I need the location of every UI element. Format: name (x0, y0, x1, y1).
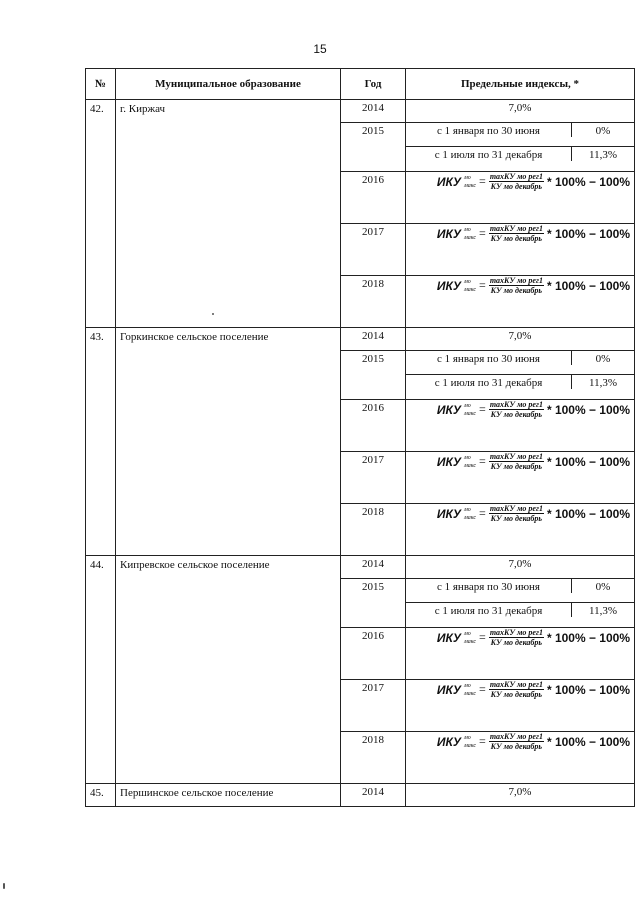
formula-fraction (489, 732, 544, 751)
formula-lhs: ИКУ (436, 506, 461, 521)
price-index-formula (406, 400, 634, 419)
formula-equals: = (479, 682, 486, 696)
formula-numerator: maxKУ мо рег1 (489, 400, 543, 409)
formula-sub-bottom: макс (463, 462, 477, 469)
formula-rest: * 100% − 100% (546, 226, 630, 241)
table-row (86, 556, 635, 579)
year-cell: 2015 (341, 351, 406, 400)
formula-sub-bottom: макс (463, 410, 477, 417)
price-index-formula (406, 276, 634, 295)
formula-sub-top: мо (463, 454, 471, 461)
formula-equals: = (479, 506, 486, 520)
formula-subscript (464, 454, 476, 470)
period-cell (406, 579, 635, 603)
period-cell (406, 147, 635, 172)
header-municipality: Муниципальное образование (116, 69, 341, 100)
formula-lhs: ИКУ (436, 454, 461, 469)
year-cell: 2016 (341, 628, 406, 680)
formula-subscript (464, 734, 476, 750)
year-cell: 2018 (341, 276, 406, 328)
formula-numerator: maxKУ мо рег1 (489, 732, 543, 741)
formula-rest: * 100% − 100% (546, 506, 630, 521)
index-value: 7,0% (406, 556, 635, 579)
formula-equals: = (479, 454, 486, 468)
page-number: 15 (313, 42, 327, 56)
tariff-indices-table (85, 68, 635, 807)
table-row (86, 100, 635, 123)
year-cell: 2015 (341, 579, 406, 628)
municipality-name: Кипревское сельское поселение (116, 556, 341, 784)
period-value: 0% (595, 125, 611, 137)
header-year: Год (341, 69, 406, 100)
formula-rest: * 100% − 100% (546, 454, 630, 469)
formula-denominator: KУ мо декабрь (490, 182, 543, 191)
period-cell (406, 351, 635, 375)
formula-lhs: ИКУ (436, 630, 461, 645)
formula-cell (406, 276, 635, 328)
formula-lhs: ИКУ (436, 226, 461, 241)
year-cell: 2018 (341, 504, 406, 556)
period-cell (406, 123, 635, 147)
formula-fraction (489, 504, 544, 523)
formula-sub-top: мо (463, 734, 471, 741)
formula-numerator: maxKУ мо рег1 (489, 276, 543, 285)
period-cell (406, 375, 635, 400)
formula-subscript (464, 174, 476, 190)
formula-equals: = (479, 734, 486, 748)
year-cell: 2014 (341, 556, 406, 579)
formula-lhs: ИКУ (436, 682, 461, 697)
formula-denominator: KУ мо декабрь (490, 410, 543, 419)
period-label: с 1 июля по 31 декабря (406, 147, 572, 161)
formula-equals: = (479, 402, 486, 416)
table-header-row (86, 69, 635, 100)
price-index-formula (406, 628, 634, 647)
formula-fraction (489, 172, 544, 191)
index-value: 7,0% (406, 784, 635, 807)
formula-lhs: ИКУ (436, 174, 461, 189)
formula-sub-bottom: макс (463, 514, 477, 521)
formula-sub-bottom: макс (463, 690, 477, 697)
formula-denominator: KУ мо декабрь (490, 742, 543, 751)
period-value: 11,3% (588, 605, 617, 617)
formula-fraction (489, 628, 544, 647)
row-number: 42. (86, 100, 116, 328)
row-number: 45. (86, 784, 116, 807)
formula-fraction (489, 224, 544, 243)
formula-sub-bottom: макс (463, 742, 477, 749)
formula-numerator: maxKУ мо рег1 (489, 224, 543, 233)
year-cell: 2017 (341, 224, 406, 276)
municipality-name: Першинское сельское поселение (116, 784, 341, 807)
price-index-formula (406, 172, 634, 191)
year-cell: 2016 (341, 172, 406, 224)
year-cell: 2015 (341, 123, 406, 172)
formula-sub-top: мо (463, 402, 471, 409)
formula-denominator: KУ мо декабрь (490, 462, 543, 471)
price-index-formula (406, 224, 634, 243)
price-index-formula (406, 732, 634, 751)
formula-sub-bottom: макс (463, 286, 477, 293)
formula-lhs: ИКУ (436, 402, 461, 417)
formula-subscript (464, 506, 476, 522)
row-number: 43. (86, 328, 116, 556)
year-cell: 2017 (341, 680, 406, 732)
year-cell: 2014 (341, 784, 406, 807)
formula-numerator: maxKУ мо рег1 (489, 452, 543, 461)
formula-sub-bottom: макс (463, 182, 477, 189)
period-label: с 1 июля по 31 декабря (406, 603, 572, 617)
formula-lhs: ИКУ (436, 278, 461, 293)
formula-equals: = (479, 630, 486, 644)
formula-sub-top: мо (463, 630, 471, 637)
formula-denominator: KУ мо декабрь (490, 690, 543, 699)
price-index-formula (406, 680, 634, 699)
formula-sub-top: мо (463, 506, 471, 513)
formula-numerator: maxKУ мо рег1 (489, 504, 543, 513)
row-number: 44. (86, 556, 116, 784)
formula-cell (406, 400, 635, 452)
formula-denominator: KУ мо декабрь (490, 514, 543, 523)
period-label: с 1 января по 30 июня (406, 351, 572, 365)
formula-denominator: KУ мо декабрь (490, 286, 543, 295)
formula-fraction (489, 452, 544, 471)
period-value: 11,3% (588, 149, 617, 161)
scan-speck (212, 313, 214, 315)
year-cell: 2016 (341, 400, 406, 452)
formula-equals: = (479, 174, 486, 188)
formula-cell (406, 628, 635, 680)
formula-rest: * 100% − 100% (546, 734, 630, 749)
header-indices: Предельные индексы, * (406, 69, 635, 100)
formula-sub-top: мо (463, 226, 471, 233)
formula-sub-bottom: макс (463, 234, 477, 241)
year-cell: 2014 (341, 328, 406, 351)
formula-sub-top: мо (463, 174, 471, 181)
formula-subscript (464, 402, 476, 418)
formula-denominator: KУ мо декабрь (490, 234, 543, 243)
formula-rest: * 100% − 100% (546, 174, 630, 189)
period-cell (406, 603, 635, 628)
formula-cell (406, 224, 635, 276)
scan-speck (3, 883, 5, 889)
municipality-name: г. Киржач (116, 100, 341, 328)
formula-numerator: maxKУ мо рег1 (489, 172, 543, 181)
formula-sub-top: мо (463, 278, 471, 285)
municipality-name: Горкинское сельское поселение (116, 328, 341, 556)
formula-lhs: ИКУ (436, 734, 461, 749)
index-value: 7,0% (406, 100, 635, 123)
formula-rest: * 100% − 100% (546, 630, 630, 645)
period-value: 0% (595, 581, 611, 593)
formula-rest: * 100% − 100% (546, 682, 630, 697)
formula-fraction (489, 400, 544, 419)
formula-cell (406, 172, 635, 224)
formula-sub-bottom: макс (463, 638, 477, 645)
year-cell: 2017 (341, 452, 406, 504)
period-label: с 1 июля по 31 декабря (406, 375, 572, 389)
period-label: с 1 января по 30 июня (406, 123, 572, 137)
formula-cell (406, 452, 635, 504)
formula-rest: * 100% − 100% (546, 278, 630, 293)
formula-fraction (489, 276, 544, 295)
formula-numerator: maxKУ мо рег1 (489, 680, 543, 689)
table-row (86, 784, 635, 807)
formula-subscript (464, 630, 476, 646)
header-num: № (86, 69, 116, 100)
period-label: с 1 января по 30 июня (406, 579, 572, 593)
formula-rest: * 100% − 100% (546, 402, 630, 417)
formula-sub-top: мо (463, 682, 471, 689)
period-value: 0% (595, 353, 611, 365)
formula-equals: = (479, 278, 486, 292)
year-cell: 2014 (341, 100, 406, 123)
formula-subscript (464, 226, 476, 242)
period-value: 11,3% (588, 377, 617, 389)
price-index-formula (406, 504, 634, 523)
formula-cell (406, 680, 635, 732)
formula-cell (406, 732, 635, 784)
formula-subscript (464, 682, 476, 698)
formula-subscript (464, 278, 476, 294)
formula-numerator: maxKУ мо рег1 (489, 628, 543, 637)
table-row (86, 328, 635, 351)
formula-denominator: KУ мо декабрь (490, 638, 543, 647)
year-cell: 2018 (341, 732, 406, 784)
formula-fraction (489, 680, 544, 699)
formula-cell (406, 504, 635, 556)
index-value: 7,0% (406, 328, 635, 351)
formula-equals: = (479, 226, 486, 240)
price-index-formula (406, 452, 634, 471)
